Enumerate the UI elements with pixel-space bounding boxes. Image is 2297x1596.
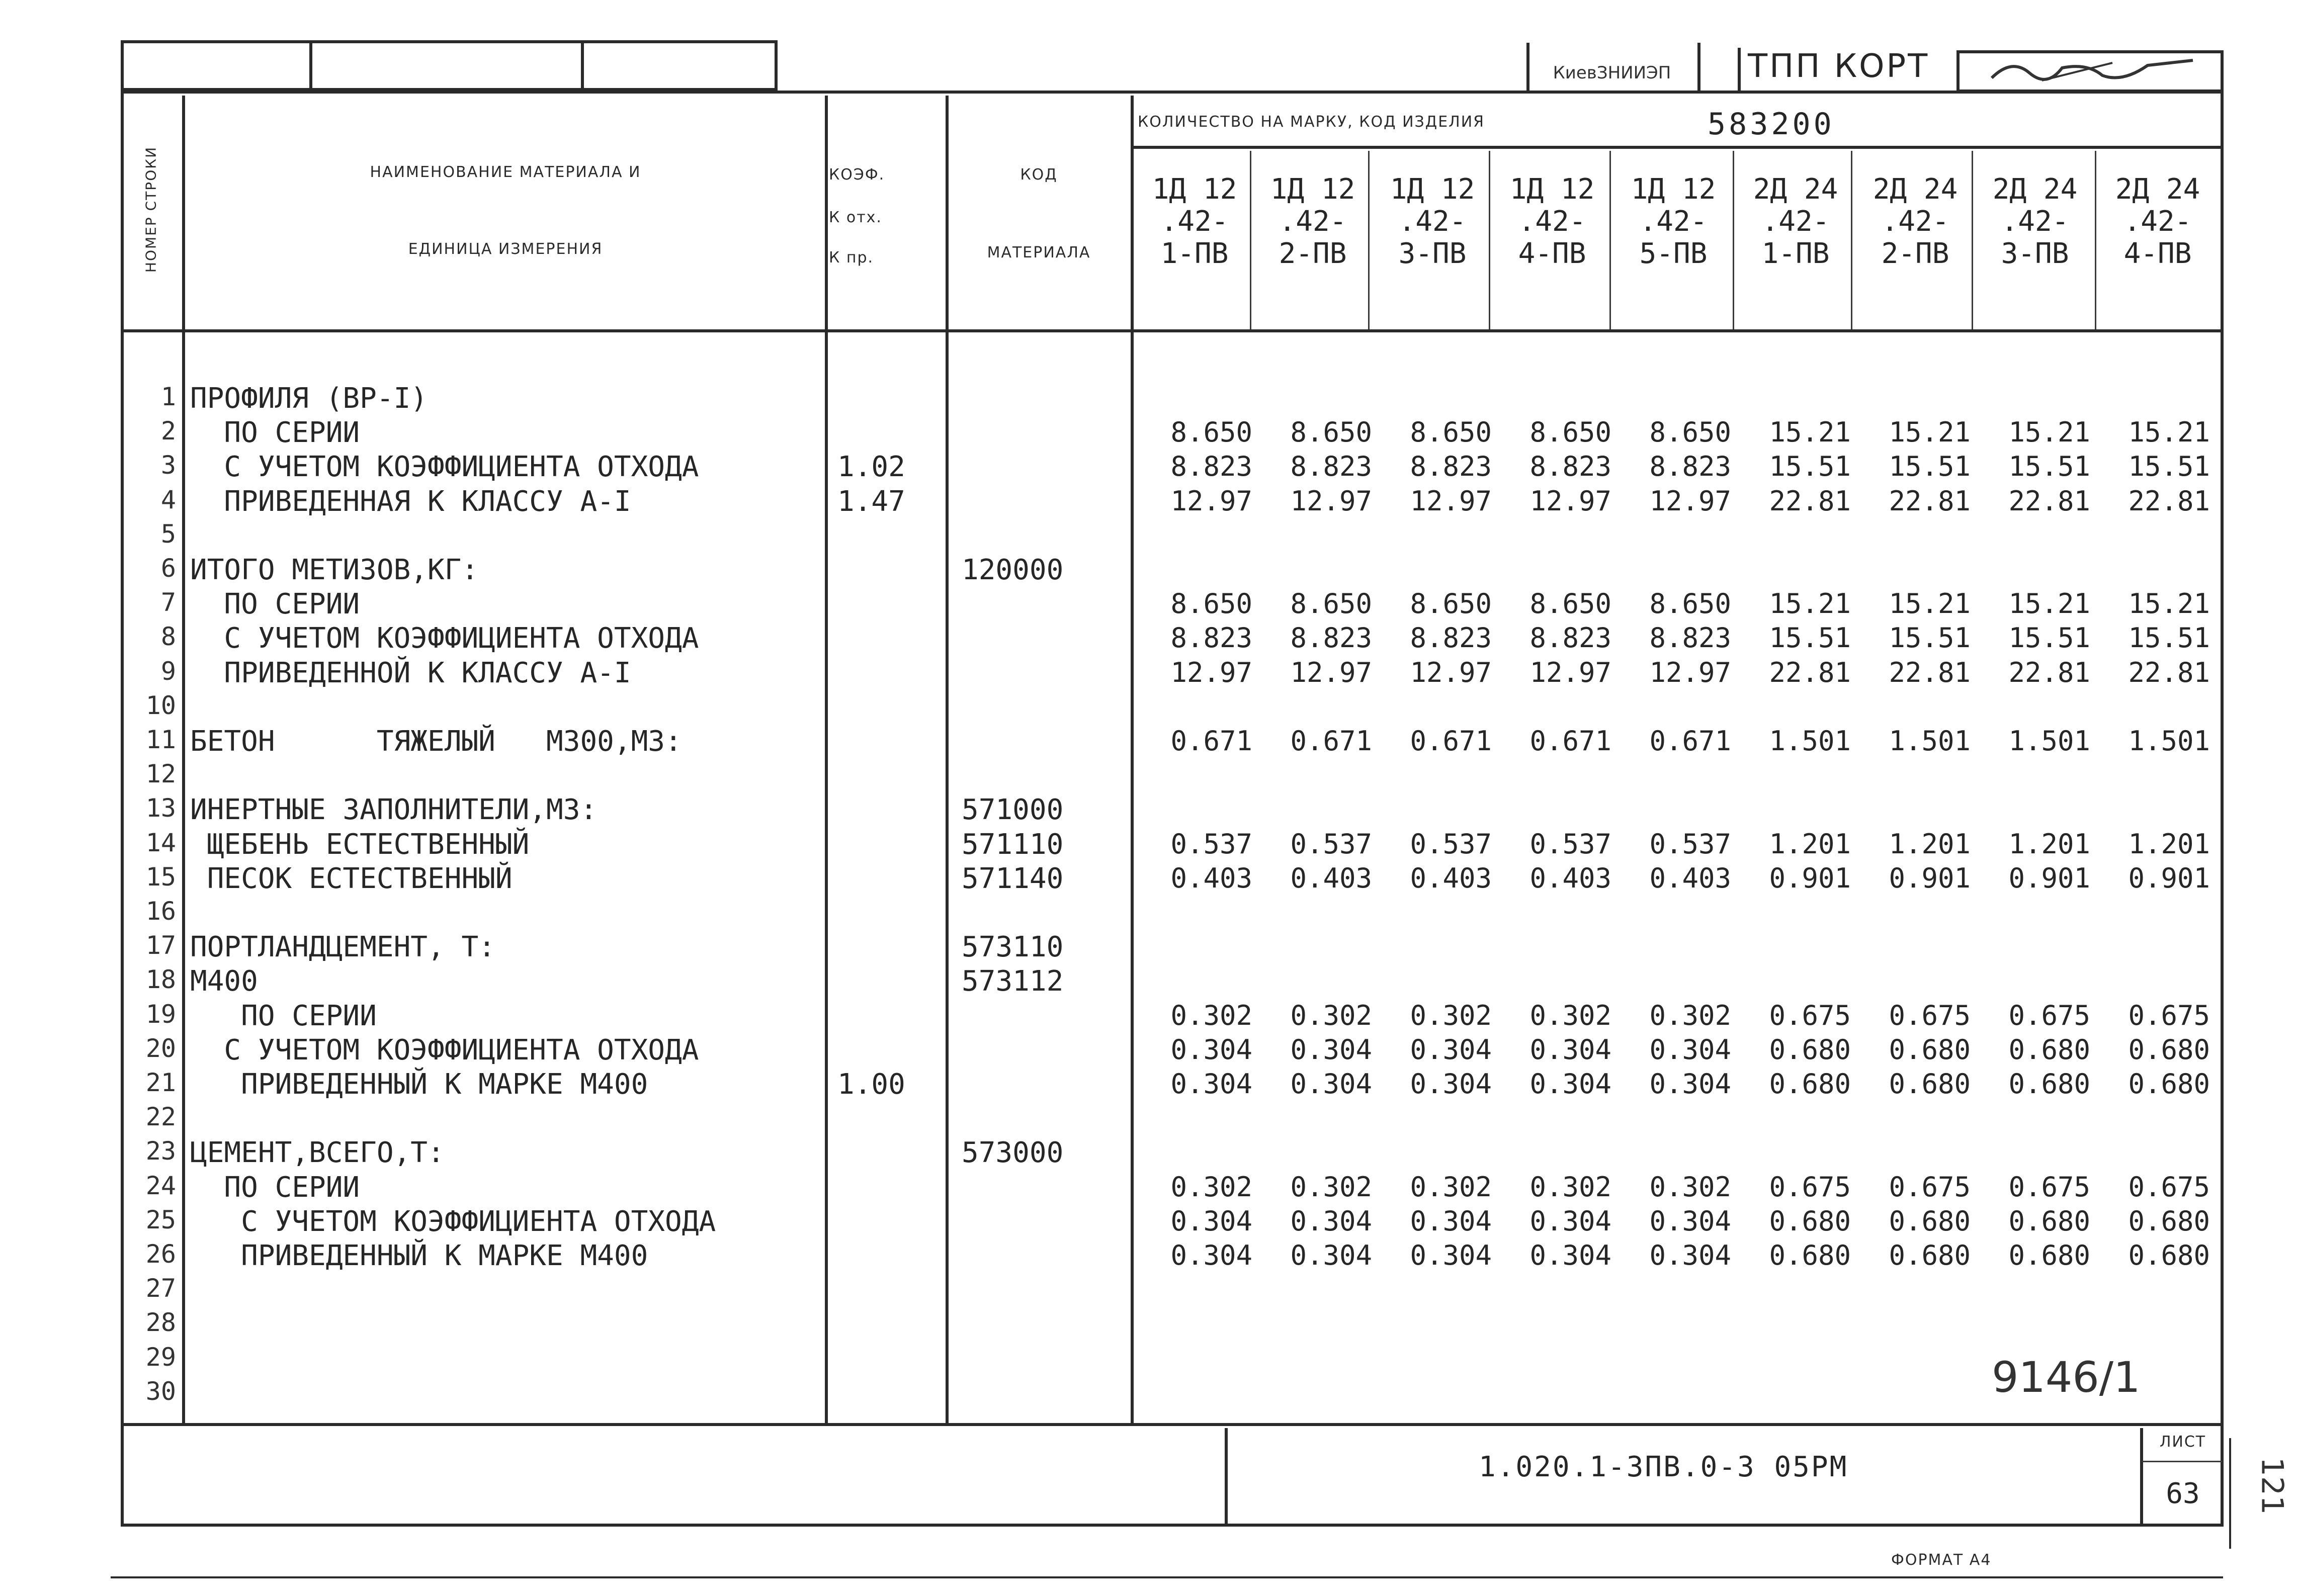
material-name: ПО СЕРИИ — [190, 588, 360, 621]
row-number: 18 — [145, 965, 176, 995]
quantity-cell: 0.671 — [1170, 725, 1252, 757]
sheet-label: ЛИСТ — [2159, 1433, 2206, 1451]
material-name: ПОРТЛАНДЦЕМЕНТ, Т: — [190, 931, 495, 964]
quantity-cell: 15.21 — [2008, 416, 2090, 449]
row-number: 21 — [145, 1068, 176, 1097]
quantity-cell: 0.537 — [1170, 828, 1252, 860]
quantity-cell: 0.304 — [1290, 1068, 1372, 1100]
material-name: ЩЕБЕНЬ ЕСТЕСТВЕННЫЙ — [190, 828, 530, 861]
quantity-cell: 8.650 — [1410, 588, 1492, 620]
quantity-cell: 8.823 — [1529, 622, 1611, 654]
quantity-cell: 0.675 — [1889, 1171, 1971, 1203]
quantity-cell: 12.97 — [1170, 656, 1252, 688]
row-number: 8 — [160, 622, 176, 652]
quantity-cell: 0.302 — [1290, 1171, 1372, 1203]
material-code: 571000 — [962, 793, 1064, 827]
quantity-cell: 0.675 — [1769, 999, 1851, 1031]
column-header: 2Д 24 .42- 1-ПВ — [1753, 173, 1838, 270]
quantity-cell: 0.304 — [1290, 1205, 1372, 1237]
material-code: 573000 — [962, 1136, 1064, 1170]
quantity-cell: 12.97 — [1649, 656, 1731, 688]
column-header: 1Д 12 .42- 2-ПВ — [1270, 173, 1355, 270]
column-header: 2Д 24 .42- 2-ПВ — [1873, 173, 1958, 270]
quantity-cell: 0.675 — [2008, 999, 2090, 1031]
quantity-cell: 0.304 — [1529, 1239, 1611, 1271]
quantity-cell: 8.650 — [1529, 416, 1611, 449]
quantity-cell: 12.97 — [1410, 485, 1492, 517]
tpp-stamp: ТПП КОРТ — [1748, 48, 1930, 85]
row-number: 26 — [145, 1239, 176, 1269]
quantity-cell: 0.675 — [1769, 1171, 1851, 1203]
quantity-cell: 8.823 — [1410, 451, 1492, 483]
material-name: С УЧЕТОМ КОЭФФИЦИЕНТА ОТХОДА — [190, 451, 699, 484]
quantity-cell: 0.675 — [1889, 999, 1971, 1031]
quantity-cell: 8.823 — [1170, 622, 1252, 654]
quantity-cell: 0.302 — [1649, 1171, 1731, 1203]
quantity-cell: 0.675 — [2128, 1171, 2210, 1203]
quantity-cell: 0.304 — [1410, 1033, 1492, 1066]
material-header-line2: ЕДИНИЦА ИЗМЕРЕНИЯ — [408, 240, 603, 258]
row-number: 5 — [160, 519, 176, 549]
column-header: 2Д 24 .42- 3-ПВ — [1992, 173, 2078, 270]
coefficient: 1.00 — [837, 1068, 905, 1101]
quantity-cell: 0.304 — [1170, 1239, 1252, 1271]
quantity-cell: 0.901 — [1769, 862, 1851, 894]
quantity-cell: 8.823 — [1649, 622, 1731, 654]
row-number: 2 — [160, 416, 176, 446]
quantity-cell: 15.21 — [2008, 588, 2090, 620]
row-number: 13 — [145, 793, 176, 823]
quantity-cell: 0.403 — [1170, 862, 1252, 894]
quantity-cell: 0.680 — [2008, 1239, 2090, 1271]
quantity-cell: 8.650 — [1649, 588, 1731, 620]
quantity-cell: 0.403 — [1649, 862, 1731, 894]
material-name: М400 — [190, 965, 258, 998]
quantity-cell: 0.304 — [1649, 1205, 1731, 1237]
row-number: 22 — [145, 1102, 176, 1132]
quantity-cell: 22.81 — [2008, 485, 2090, 517]
quantity-cell: 0.304 — [1410, 1239, 1492, 1271]
quantity-cell: 22.81 — [2128, 485, 2210, 517]
row-number: 11 — [145, 725, 176, 754]
column-header: 1Д 12 .42- 1-ПВ — [1152, 173, 1237, 270]
quantity-cell: 0.403 — [1410, 862, 1492, 894]
quantity-cell: 0.680 — [1769, 1033, 1851, 1066]
quantity-cell: 1.501 — [2128, 725, 2210, 757]
row-number: 16 — [145, 897, 176, 926]
column-header: 2Д 24 .42- 4-ПВ — [2115, 173, 2200, 270]
quantity-cell: 12.97 — [1529, 656, 1611, 688]
quantity-cell: 1.201 — [2008, 828, 2090, 860]
quantity-cell: 8.650 — [1290, 588, 1372, 620]
quantity-cell: 0.403 — [1529, 862, 1611, 894]
column-header: 1Д 12 .42- 5-ПВ — [1631, 173, 1716, 270]
quantity-cell: 12.97 — [1170, 485, 1252, 517]
quantity-cell: 22.81 — [2008, 656, 2090, 688]
column-header: 1Д 12 .42- 3-ПВ — [1390, 173, 1475, 270]
quantity-cell: 12.97 — [1649, 485, 1731, 517]
quantity-cell: 0.671 — [1529, 725, 1611, 757]
quantity-cell: 12.97 — [1290, 485, 1372, 517]
row-number: 25 — [145, 1205, 176, 1234]
quantity-cell: 0.403 — [1290, 862, 1372, 894]
org-stamp: КиевЗНИИЭП — [1553, 63, 1671, 83]
quantity-cell: 0.302 — [1410, 1171, 1492, 1203]
quantity-cell: 0.680 — [2008, 1205, 2090, 1237]
document-code: 1.020.1-3ПВ.0-3 05РМ — [1479, 1451, 1848, 1483]
quantity-cell: 0.304 — [1290, 1239, 1372, 1271]
quantity-cell: 8.823 — [1290, 451, 1372, 483]
row-number: 19 — [145, 999, 176, 1029]
material-name: ИНЕРТНЫЕ ЗАПОЛНИТЕЛИ,М3: — [190, 793, 598, 827]
quantity-cell: 22.81 — [1889, 485, 1971, 517]
quantity-cell: 0.901 — [2008, 862, 2090, 894]
sheet-number: 63 — [2166, 1477, 2200, 1510]
quantity-cell: 0.304 — [1529, 1205, 1611, 1237]
quantity-cell: 15.51 — [1769, 451, 1851, 483]
row-number: 10 — [145, 690, 176, 720]
quantity-cell: 1.201 — [1769, 828, 1851, 860]
quantity-cell: 8.823 — [1410, 622, 1492, 654]
coefficient: 1.47 — [837, 485, 905, 518]
quantity-cell: 0.302 — [1170, 999, 1252, 1031]
row-number: 27 — [145, 1274, 176, 1303]
quantity-cell: 22.81 — [1769, 656, 1851, 688]
row-number: 28 — [145, 1308, 176, 1338]
row-number: 7 — [160, 588, 176, 617]
quantity-cell: 0.537 — [1529, 828, 1611, 860]
quantity-cell: 0.304 — [1170, 1068, 1252, 1100]
quantity-cell: 15.21 — [1769, 588, 1851, 620]
quantity-cell: 8.650 — [1410, 416, 1492, 449]
row-number: 14 — [145, 828, 176, 857]
row-number: 9 — [160, 656, 176, 686]
quantity-cell: 1.201 — [1889, 828, 1971, 860]
quantity-cell: 15.21 — [1769, 416, 1851, 449]
coef-header-line1: КОЭФ. — [829, 166, 885, 184]
quantity-cell: 0.680 — [2128, 1068, 2210, 1100]
quantity-cell: 15.51 — [1769, 622, 1851, 654]
quantity-cell: 0.304 — [1649, 1239, 1731, 1271]
quantity-cell: 8.650 — [1290, 416, 1372, 449]
material-name: ПО СЕРИИ — [190, 999, 377, 1032]
quantity-cell: 8.650 — [1649, 416, 1731, 449]
material-name: ПРИВЕДЕННАЯ К КЛАССУ А-I — [190, 485, 631, 518]
quantity-cell: 8.823 — [1649, 451, 1731, 483]
quantity-cell: 1.501 — [2008, 725, 2090, 757]
signature-icon — [1982, 53, 2203, 88]
material-name: С УЧЕТОМ КОЭФФИЦИЕНТА ОТХОДА — [190, 1205, 716, 1238]
quantity-cell: 0.304 — [1170, 1033, 1252, 1066]
quantity-cell: 0.537 — [1649, 828, 1731, 860]
quantity-cell: 22.81 — [1889, 656, 1971, 688]
quantity-cell: 0.680 — [1889, 1033, 1971, 1066]
quantity-cell: 8.650 — [1529, 588, 1611, 620]
quantity-cell: 15.21 — [1889, 588, 1971, 620]
quantity-cell: 15.21 — [2128, 588, 2210, 620]
material-name: ПЕСОК ЕСТЕСТВЕННЫЙ — [190, 862, 513, 895]
row-number: 1 — [160, 382, 176, 411]
quantity-cell: 0.304 — [1649, 1068, 1731, 1100]
quantity-cell: 15.51 — [2008, 451, 2090, 483]
quantity-cell: 0.680 — [2128, 1033, 2210, 1066]
quantity-cell: 0.680 — [1889, 1239, 1971, 1271]
side-number: 121 — [2254, 1457, 2290, 1515]
quantity-cell: 0.675 — [2128, 999, 2210, 1031]
row-number: 12 — [145, 759, 176, 789]
quantity-cell: 0.680 — [1769, 1239, 1851, 1271]
quantity-cell: 0.302 — [1529, 999, 1611, 1031]
row-number: 29 — [145, 1342, 176, 1372]
material-name: ЦЕМЕНТ,ВСЕГО,Т: — [190, 1136, 445, 1170]
quantity-cell: 15.51 — [2128, 622, 2210, 654]
row-number: 6 — [160, 554, 176, 583]
quantity-cell: 8.650 — [1170, 416, 1252, 449]
quantity-cell: 0.304 — [1649, 1033, 1731, 1066]
quantity-cell: 0.671 — [1290, 725, 1372, 757]
quantity-cell: 0.304 — [1529, 1033, 1611, 1066]
quantity-cell: 0.671 — [1410, 725, 1492, 757]
row-number: 3 — [160, 451, 176, 480]
material-name: ПРИВЕДЕННОЙ К КЛАССУ А-I — [190, 656, 631, 689]
material-name: ИТОГО МЕТИЗОВ,КГ: — [190, 554, 479, 586]
quantity-cell: 0.680 — [2008, 1033, 2090, 1066]
quantity-cell: 15.51 — [2008, 622, 2090, 654]
coef-header-line2: К отх. — [829, 209, 882, 226]
material-name: ПРОФИЛЯ (ВР-I) — [190, 382, 428, 415]
quantity-cell: 0.304 — [1290, 1033, 1372, 1066]
quantity-cell: 15.51 — [2128, 451, 2210, 483]
quantity-cell: 0.675 — [2008, 1171, 2090, 1203]
quantity-cell: 0.302 — [1529, 1171, 1611, 1203]
quantity-cell: 15.51 — [1889, 622, 1971, 654]
quantity-cell: 8.823 — [1170, 451, 1252, 483]
quantity-cell: 0.680 — [2008, 1068, 2090, 1100]
material-name: ПРИВЕДЕННЫЙ К МАРКЕ М400 — [190, 1239, 648, 1272]
material-header-line1: НАИМЕНОВАНИЕ МАТЕРИАЛА И — [370, 163, 641, 181]
column-header: 1Д 12 .42- 4-ПВ — [1509, 173, 1595, 270]
material-name: ПО СЕРИИ — [190, 416, 360, 450]
product-code: 583200 — [1708, 107, 1835, 142]
material-code: 573112 — [962, 965, 1064, 998]
quantity-cell: 0.680 — [1889, 1068, 1971, 1100]
row-number-header: НОМЕР СТРОКИ — [142, 146, 159, 273]
quantity-cell: 15.21 — [2128, 416, 2210, 449]
quantity-cell: 0.680 — [1769, 1205, 1851, 1237]
quantity-cell: 0.302 — [1649, 999, 1731, 1031]
material-code: 571110 — [962, 828, 1064, 861]
quantity-cell: 0.302 — [1290, 999, 1372, 1031]
coef-header-line3: К пр. — [829, 249, 874, 267]
quantity-cell: 12.97 — [1529, 485, 1611, 517]
material-name: С УЧЕТОМ КОЭФФИЦИЕНТА ОТХОДА — [190, 622, 699, 655]
material-name: ПО СЕРИИ — [190, 1171, 360, 1204]
code-header-line2: МАТЕРИАЛА — [987, 244, 1091, 261]
handwritten-number: 9146/1 — [1992, 1353, 2141, 1402]
row-number: 23 — [145, 1136, 176, 1166]
code-header-line1: КОД — [1020, 166, 1058, 184]
quantity-cell: 0.302 — [1410, 999, 1492, 1031]
material-name: ПРИВЕДЕННЫЙ К МАРКЕ М400 — [190, 1068, 648, 1101]
quantity-cell: 0.680 — [2128, 1205, 2210, 1237]
quantity-cell: 0.304 — [1170, 1205, 1252, 1237]
quantity-cell: 0.680 — [2128, 1239, 2210, 1271]
quantity-cell: 0.537 — [1290, 828, 1372, 860]
quantity-cell: 15.21 — [1889, 416, 1971, 449]
quantity-cell: 0.680 — [1889, 1205, 1971, 1237]
quantity-cell: 15.51 — [1889, 451, 1971, 483]
material-code: 573110 — [962, 931, 1064, 964]
quantity-cell: 12.97 — [1410, 656, 1492, 688]
row-number: 15 — [145, 862, 176, 892]
row-number: 30 — [145, 1376, 176, 1406]
quantity-cell: 0.671 — [1649, 725, 1731, 757]
row-number: 20 — [145, 1033, 176, 1063]
quantity-cell: 0.302 — [1170, 1171, 1252, 1203]
quantity-cell: 0.680 — [1769, 1068, 1851, 1100]
quantity-cell: 1.201 — [2128, 828, 2210, 860]
quantity-cell: 12.97 — [1290, 656, 1372, 688]
quantity-cell: 22.81 — [1769, 485, 1851, 517]
quantity-cell: 22.81 — [2128, 656, 2210, 688]
quantity-cell: 0.304 — [1529, 1068, 1611, 1100]
row-number: 24 — [145, 1171, 176, 1200]
material-code: 571140 — [962, 862, 1064, 895]
quantity-cell: 0.901 — [1889, 862, 1971, 894]
coefficient: 1.02 — [837, 451, 905, 484]
material-code: 120000 — [962, 554, 1064, 586]
row-number: 17 — [145, 931, 176, 960]
quantity-cell: 0.304 — [1410, 1205, 1492, 1237]
quantity-cell: 8.823 — [1290, 622, 1372, 654]
quantity-cell: 0.304 — [1410, 1068, 1492, 1100]
quantity-header: КОЛИЧЕСТВО НА МАРКУ, КОД ИЗДЕЛИЯ — [1138, 113, 1485, 131]
quantity-cell: 1.501 — [1769, 725, 1851, 757]
quantity-cell: 1.501 — [1889, 725, 1971, 757]
quantity-cell: 8.823 — [1529, 451, 1611, 483]
quantity-cell: 0.901 — [2128, 862, 2210, 894]
material-name: БЕТОН ТЯЖЕЛЫЙ М300,М3: — [190, 725, 682, 758]
quantity-cell: 8.650 — [1170, 588, 1252, 620]
material-name: С УЧЕТОМ КОЭФФИЦИЕНТА ОТХОДА — [190, 1033, 699, 1067]
format-label: ФОРМАТ А4 — [1891, 1551, 1992, 1569]
quantity-cell: 0.537 — [1410, 828, 1492, 860]
row-number: 4 — [160, 485, 176, 514]
